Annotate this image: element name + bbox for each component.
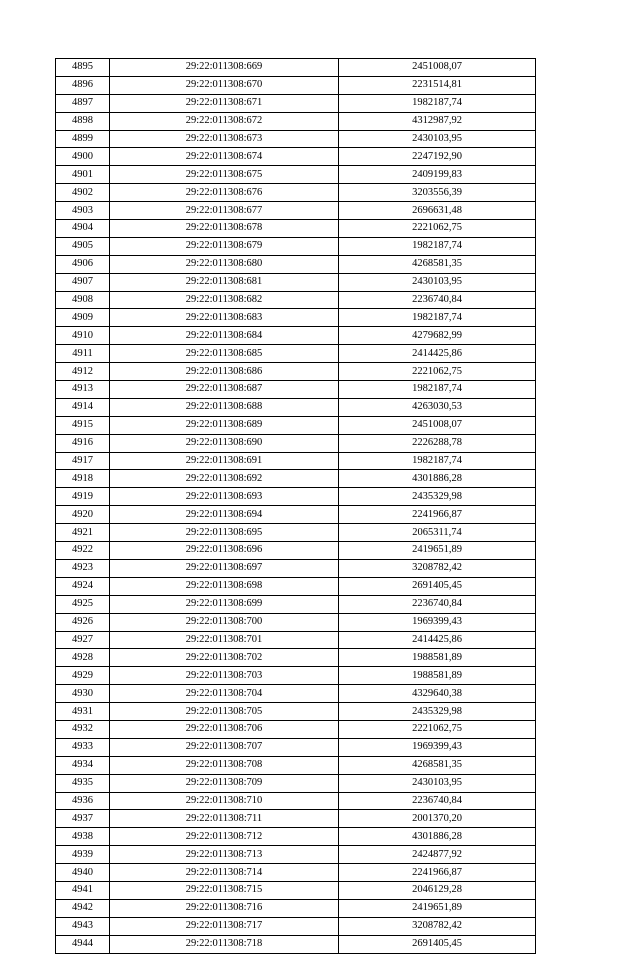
cadastral-number-cell: 29:22:011308:712 <box>110 828 339 846</box>
cadastral-number-cell: 29:22:011308:679 <box>110 237 339 255</box>
cadastral-number-cell: 29:22:011308:713 <box>110 846 339 864</box>
table-row <box>56 184 536 202</box>
row-number-cell: 4918 <box>56 470 110 488</box>
table-row <box>56 685 536 703</box>
table-row <box>56 774 536 792</box>
row-number-cell: 4942 <box>56 899 110 917</box>
cadastral-value-cell: 1988581,89 <box>339 667 536 685</box>
cadastral-number-cell: 29:22:011308:717 <box>110 917 339 935</box>
cadastral-value-cell: 4301886,28 <box>339 828 536 846</box>
table-row <box>56 76 536 94</box>
row-number-cell: 4929 <box>56 667 110 685</box>
table-row <box>56 255 536 273</box>
row-number-cell: 4913 <box>56 381 110 399</box>
table-row <box>56 166 536 184</box>
table-row <box>56 112 536 130</box>
table-row <box>56 595 536 613</box>
cadastral-value-cell: 2001370,20 <box>339 810 536 828</box>
table-row <box>56 416 536 434</box>
cadastral-value-cell: 4329640,38 <box>339 685 536 703</box>
row-number-cell: 4897 <box>56 94 110 112</box>
cadastral-number-cell: 29:22:011308:705 <box>110 703 339 721</box>
cadastral-value-cell: 2430103,95 <box>339 774 536 792</box>
cadastral-value-cell: 2414425,86 <box>339 631 536 649</box>
cadastral-number-cell: 29:22:011308:718 <box>110 935 339 953</box>
table-row <box>56 220 536 238</box>
row-number-cell: 4925 <box>56 595 110 613</box>
row-number-cell: 4932 <box>56 720 110 738</box>
cadastral-value-cell: 2691405,45 <box>339 577 536 595</box>
cadastral-number-cell: 29:22:011308:682 <box>110 291 339 309</box>
table-row <box>56 810 536 828</box>
cadastral-number-cell: 29:22:011308:710 <box>110 792 339 810</box>
cadastral-number-cell: 29:22:011308:703 <box>110 667 339 685</box>
row-number-cell: 4935 <box>56 774 110 792</box>
cadastral-number-cell: 29:22:011308:711 <box>110 810 339 828</box>
cadastral-value-cell: 2414425,86 <box>339 345 536 363</box>
cadastral-value-cell: 1982187,74 <box>339 381 536 399</box>
table-row <box>56 363 536 381</box>
table-row <box>56 524 536 542</box>
row-number-cell: 4922 <box>56 542 110 560</box>
row-number-cell: 4903 <box>56 202 110 220</box>
cadastral-value-cell: 2231514,81 <box>339 76 536 94</box>
cadastral-value-cell: 2236740,84 <box>339 291 536 309</box>
row-number-cell: 4923 <box>56 559 110 577</box>
cadastral-value-cell: 2046129,28 <box>339 881 536 899</box>
cadastral-value-cell: 1969399,43 <box>339 738 536 756</box>
row-number-cell: 4930 <box>56 685 110 703</box>
cadastral-value-cell: 2424877,92 <box>339 846 536 864</box>
row-number-cell: 4895 <box>56 59 110 77</box>
table-row <box>56 828 536 846</box>
cadastral-number-cell: 29:22:011308:697 <box>110 559 339 577</box>
cadastral-number-cell: 29:22:011308:670 <box>110 76 339 94</box>
cadastral-number-cell: 29:22:011308:706 <box>110 720 339 738</box>
cadastral-value-cell: 3208782,42 <box>339 559 536 577</box>
row-number-cell: 4937 <box>56 810 110 828</box>
table-row <box>56 148 536 166</box>
cadastral-value-cell: 3203556,39 <box>339 184 536 202</box>
table-row <box>56 864 536 882</box>
table-row <box>56 59 536 77</box>
cadastral-value-cell: 4301886,28 <box>339 470 536 488</box>
row-number-cell: 4917 <box>56 452 110 470</box>
cadastral-number-cell: 29:22:011308:695 <box>110 524 339 542</box>
cadastral-number-cell: 29:22:011308:689 <box>110 416 339 434</box>
cadastral-value-cell: 2221062,75 <box>339 220 536 238</box>
cadastral-value-cell: 2221062,75 <box>339 720 536 738</box>
row-number-cell: 4933 <box>56 738 110 756</box>
cadastral-value-cell: 4312987,92 <box>339 112 536 130</box>
cadastral-number-cell: 29:22:011308:690 <box>110 434 339 452</box>
table-body <box>56 59 536 954</box>
row-number-cell: 4921 <box>56 524 110 542</box>
table-row <box>56 273 536 291</box>
table-row <box>56 506 536 524</box>
cadastral-value-cell: 3208782,42 <box>339 917 536 935</box>
cadastral-value-cell: 2430103,95 <box>339 273 536 291</box>
row-number-cell: 4941 <box>56 881 110 899</box>
table-row <box>56 345 536 363</box>
table-row <box>56 309 536 327</box>
cadastral-number-cell: 29:22:011308:709 <box>110 774 339 792</box>
table-row <box>56 738 536 756</box>
cadastral-number-cell: 29:22:011308:672 <box>110 112 339 130</box>
row-number-cell: 4912 <box>56 363 110 381</box>
cadastral-number-cell: 29:22:011308:684 <box>110 327 339 345</box>
cadastral-number-cell: 29:22:011308:694 <box>110 506 339 524</box>
cadastral-number-cell: 29:22:011308:688 <box>110 398 339 416</box>
cadastral-value-cell: 2236740,84 <box>339 792 536 810</box>
row-number-cell: 4898 <box>56 112 110 130</box>
cadastral-number-cell: 29:22:011308:693 <box>110 488 339 506</box>
table-row <box>56 577 536 595</box>
cadastral-value-cell: 2236740,84 <box>339 595 536 613</box>
cadastral-number-cell: 29:22:011308:696 <box>110 542 339 560</box>
cadastral-value-cell: 2451008,07 <box>339 59 536 77</box>
cadastral-number-cell: 29:22:011308:685 <box>110 345 339 363</box>
cadastral-value-cell: 1982187,74 <box>339 94 536 112</box>
table-row <box>56 613 536 631</box>
row-number-cell: 4911 <box>56 345 110 363</box>
row-number-cell: 4909 <box>56 309 110 327</box>
row-number-cell: 4927 <box>56 631 110 649</box>
table-row <box>56 559 536 577</box>
cadastral-value-cell: 1982187,74 <box>339 452 536 470</box>
table-row <box>56 792 536 810</box>
row-number-cell: 4902 <box>56 184 110 202</box>
table-row <box>56 381 536 399</box>
cadastral-value-cell: 2691405,45 <box>339 935 536 953</box>
table-row <box>56 488 536 506</box>
row-number-cell: 4914 <box>56 398 110 416</box>
table-row <box>56 703 536 721</box>
cadastral-value-cell: 1969399,43 <box>339 613 536 631</box>
cadastral-value-cell: 2221062,75 <box>339 363 536 381</box>
row-number-cell: 4899 <box>56 130 110 148</box>
cadastral-number-cell: 29:22:011308:674 <box>110 148 339 166</box>
row-number-cell: 4906 <box>56 255 110 273</box>
cadastral-number-cell: 29:22:011308:698 <box>110 577 339 595</box>
cadastral-value-table <box>55 58 536 954</box>
cadastral-number-cell: 29:22:011308:681 <box>110 273 339 291</box>
cadastral-number-cell: 29:22:011308:708 <box>110 756 339 774</box>
cadastral-number-cell: 29:22:011308:704 <box>110 685 339 703</box>
row-number-cell: 4940 <box>56 864 110 882</box>
cadastral-number-cell: 29:22:011308:714 <box>110 864 339 882</box>
cadastral-value-cell: 2696631,48 <box>339 202 536 220</box>
table-row <box>56 667 536 685</box>
table-row <box>56 202 536 220</box>
cadastral-value-cell: 4263030,53 <box>339 398 536 416</box>
cadastral-number-cell: 29:22:011308:700 <box>110 613 339 631</box>
cadastral-value-cell: 4268581,35 <box>339 756 536 774</box>
cadastral-value-cell: 1988581,89 <box>339 649 536 667</box>
row-number-cell: 4934 <box>56 756 110 774</box>
table-row <box>56 130 536 148</box>
cadastral-value-cell: 2435329,98 <box>339 488 536 506</box>
row-number-cell: 4928 <box>56 649 110 667</box>
row-number-cell: 4939 <box>56 846 110 864</box>
table-row <box>56 542 536 560</box>
table-row <box>56 94 536 112</box>
cadastral-number-cell: 29:22:011308:715 <box>110 881 339 899</box>
cadastral-value-cell: 2065311,74 <box>339 524 536 542</box>
cadastral-number-cell: 29:22:011308:673 <box>110 130 339 148</box>
cadastral-value-cell: 2247192,90 <box>339 148 536 166</box>
table-row <box>56 470 536 488</box>
table-row <box>56 237 536 255</box>
row-number-cell: 4926 <box>56 613 110 631</box>
cadastral-value-cell: 2451008,07 <box>339 416 536 434</box>
row-number-cell: 4919 <box>56 488 110 506</box>
row-number-cell: 4916 <box>56 434 110 452</box>
cadastral-number-cell: 29:22:011308:680 <box>110 255 339 273</box>
cadastral-number-cell: 29:22:011308:707 <box>110 738 339 756</box>
table-row <box>56 899 536 917</box>
cadastral-number-cell: 29:22:011308:699 <box>110 595 339 613</box>
table-row <box>56 756 536 774</box>
table-row <box>56 720 536 738</box>
table-row <box>56 881 536 899</box>
table-row <box>56 291 536 309</box>
cadastral-value-cell: 2419651,89 <box>339 899 536 917</box>
cadastral-number-cell: 29:22:011308:691 <box>110 452 339 470</box>
row-number-cell: 4896 <box>56 76 110 94</box>
cadastral-number-cell: 29:22:011308:677 <box>110 202 339 220</box>
table-row <box>56 649 536 667</box>
table-row <box>56 327 536 345</box>
row-number-cell: 4931 <box>56 703 110 721</box>
cadastral-value-cell: 1982187,74 <box>339 237 536 255</box>
row-number-cell: 4943 <box>56 917 110 935</box>
cadastral-value-cell: 2409199,83 <box>339 166 536 184</box>
table-row <box>56 917 536 935</box>
cadastral-number-cell: 29:22:011308:675 <box>110 166 339 184</box>
row-number-cell: 4901 <box>56 166 110 184</box>
table-row <box>56 935 536 953</box>
row-number-cell: 4910 <box>56 327 110 345</box>
cadastral-value-cell: 2419651,89 <box>339 542 536 560</box>
row-number-cell: 4924 <box>56 577 110 595</box>
cadastral-number-cell: 29:22:011308:683 <box>110 309 339 327</box>
cadastral-value-cell: 2241966,87 <box>339 864 536 882</box>
cadastral-value-cell: 4279682,99 <box>339 327 536 345</box>
row-number-cell: 4904 <box>56 220 110 238</box>
cadastral-value-cell: 2430103,95 <box>339 130 536 148</box>
cadastral-number-cell: 29:22:011308:671 <box>110 94 339 112</box>
cadastral-number-cell: 29:22:011308:686 <box>110 363 339 381</box>
row-number-cell: 4938 <box>56 828 110 846</box>
cadastral-number-cell: 29:22:011308:701 <box>110 631 339 649</box>
cadastral-number-cell: 29:22:011308:692 <box>110 470 339 488</box>
cadastral-number-cell: 29:22:011308:678 <box>110 220 339 238</box>
row-number-cell: 4915 <box>56 416 110 434</box>
table-row <box>56 434 536 452</box>
row-number-cell: 4905 <box>56 237 110 255</box>
cadastral-number-cell: 29:22:011308:687 <box>110 381 339 399</box>
cadastral-number-cell: 29:22:011308:702 <box>110 649 339 667</box>
table-row <box>56 452 536 470</box>
cadastral-value-cell: 2241966,87 <box>339 506 536 524</box>
table-row <box>56 398 536 416</box>
table-row <box>56 846 536 864</box>
cadastral-value-cell: 2226288,78 <box>339 434 536 452</box>
cadastral-value-cell: 2435329,98 <box>339 703 536 721</box>
cadastral-value-cell: 4268581,35 <box>339 255 536 273</box>
cadastral-number-cell: 29:22:011308:676 <box>110 184 339 202</box>
row-number-cell: 4907 <box>56 273 110 291</box>
row-number-cell: 4920 <box>56 506 110 524</box>
row-number-cell: 4908 <box>56 291 110 309</box>
cadastral-number-cell: 29:22:011308:669 <box>110 59 339 77</box>
row-number-cell: 4936 <box>56 792 110 810</box>
cadastral-number-cell: 29:22:011308:716 <box>110 899 339 917</box>
row-number-cell: 4944 <box>56 935 110 953</box>
table-row <box>56 631 536 649</box>
row-number-cell: 4900 <box>56 148 110 166</box>
cadastral-value-cell: 1982187,74 <box>339 309 536 327</box>
